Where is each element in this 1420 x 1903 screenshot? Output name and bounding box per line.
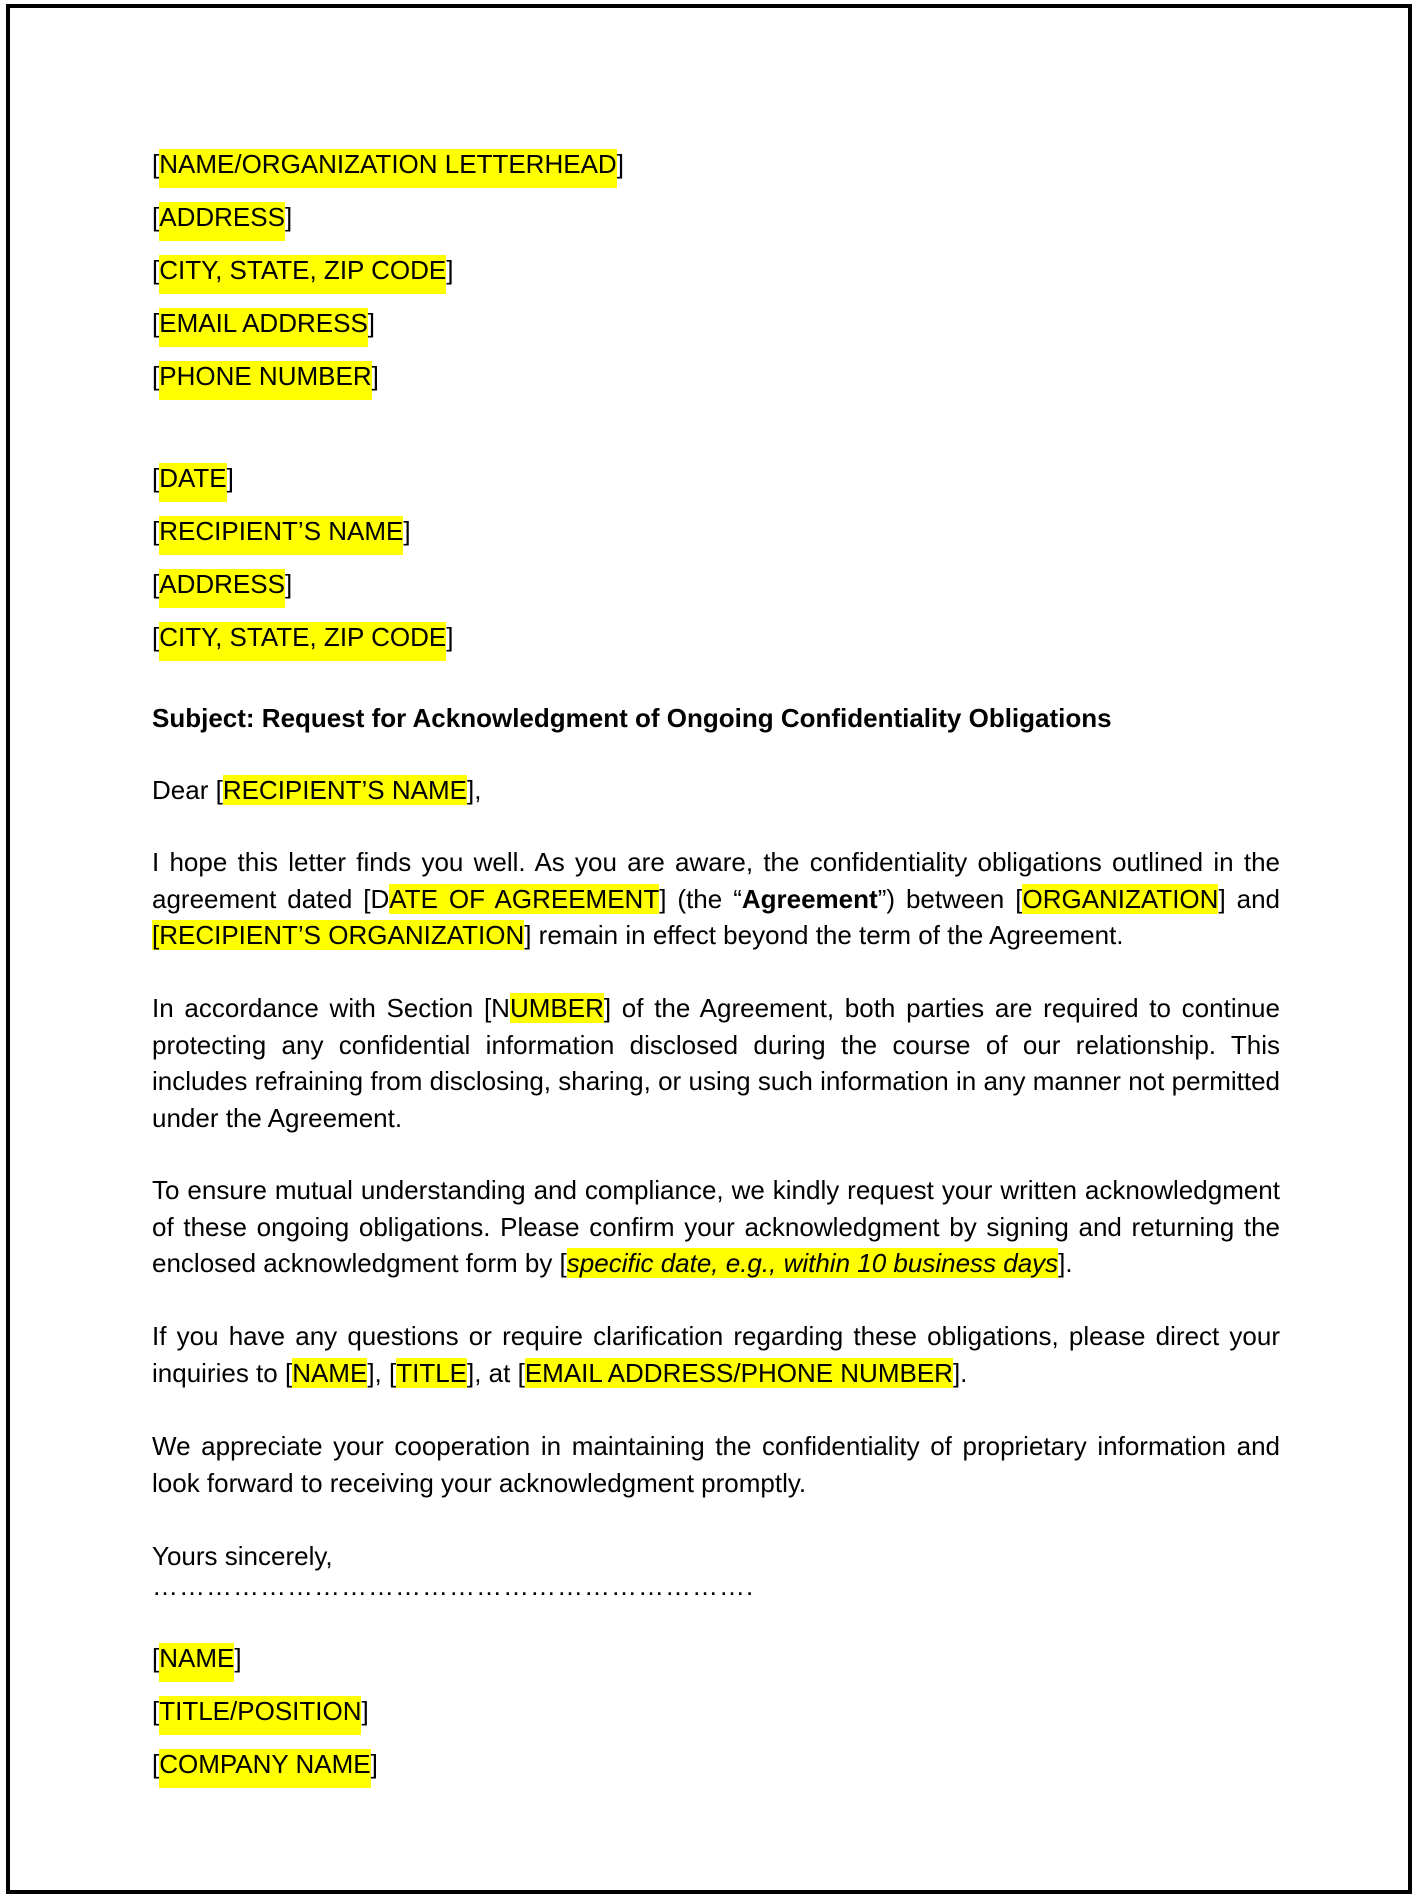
paragraph-4 bbox=[152, 1318, 1280, 1391]
paragraph-3 bbox=[152, 1172, 1280, 1282]
sender-block bbox=[152, 142, 624, 407]
placeholder-email: EMAIL ADDRESS bbox=[159, 308, 368, 347]
sender-email: [EMAIL ADDRESS] bbox=[152, 301, 624, 354]
placeholder-city: CITY, STATE, ZIP CODE bbox=[159, 255, 446, 294]
text: ]. bbox=[952, 1357, 968, 1388]
placeholder-letterhead: NAME/ORGANIZATION LETTERHEAD bbox=[159, 149, 616, 188]
placeholder-company-name: COMPANY NAME bbox=[159, 1749, 370, 1788]
recipient-city: [CITY, STATE, ZIP CODE] bbox=[152, 615, 453, 668]
signature-title: [TITLE/POSITION] bbox=[152, 1689, 378, 1742]
recipient-name: [RECIPIENT’S NAME] bbox=[152, 509, 453, 562]
placeholder-agreement-date: ATE OF AGREEMENT bbox=[389, 883, 660, 914]
text: I hope this letter finds you well. As you are aware, the confidentiality obligations outlined in the agreement dated [D bbox=[152, 847, 1280, 914]
placeholder-recipient-city: CITY, STATE, ZIP CODE bbox=[159, 622, 446, 661]
paragraph-1 bbox=[152, 844, 1280, 954]
placeholder-contact-info: EMAIL ADDRESS/PHONE NUMBER bbox=[524, 1357, 953, 1388]
text: ] and bbox=[1218, 883, 1281, 914]
text: ]. bbox=[1058, 1248, 1073, 1278]
sender-phone: [PHONE NUMBER] bbox=[152, 354, 624, 407]
paragraph-2 bbox=[152, 990, 1280, 1136]
recipient-address: [ADDRESS] bbox=[152, 562, 453, 615]
placeholder-contact-title: TITLE bbox=[396, 1357, 468, 1388]
placeholder-recipient-name: RECIPIENT’S NAME bbox=[159, 516, 403, 555]
sender-city: [CITY, STATE, ZIP CODE] bbox=[152, 248, 624, 301]
placeholder-salutation-name: RECIPIENT’S NAME bbox=[222, 775, 467, 805]
text: ], [ bbox=[367, 1357, 397, 1388]
text: ] remain in effect beyond the term of the Agreement. bbox=[524, 920, 1124, 950]
closing: Yours sincerely, bbox=[152, 1541, 333, 1571]
paragraph-5: We appreciate your cooperation in maintaining the confidentiality of proprietary information and look forward to receiving your acknowledgment promptly. bbox=[152, 1431, 1280, 1498]
salutation-suffix: ], bbox=[466, 775, 482, 805]
text: In accordance with Section [N bbox=[152, 993, 510, 1023]
placeholder-signature-title: TITLE/POSITION bbox=[159, 1696, 361, 1735]
recipient-block bbox=[152, 456, 453, 668]
placeholder-phone: PHONE NUMBER bbox=[159, 361, 371, 400]
sender-address: [ADDRESS] bbox=[152, 195, 624, 248]
text: To ensure mutual understanding and compliance, we kindly request your written acknowledgment of these ongoing obligations. Please confirm your acknowledgment by signing and returning the enclosed acknowledgment form by [ bbox=[152, 1175, 1280, 1278]
text: ] (the “ bbox=[659, 883, 742, 914]
sender-letterhead: [NAME/ORGANIZATION LETTERHEAD] bbox=[152, 142, 624, 195]
placeholder-organization: ORGANIZATION bbox=[1022, 883, 1219, 914]
letter-date: [DATE] bbox=[152, 456, 453, 509]
placeholder-contact-name: NAME bbox=[292, 1357, 368, 1388]
agreement-term: Agreement bbox=[741, 883, 878, 914]
placeholder-recipient-address: ADDRESS bbox=[159, 569, 285, 608]
text: If you have any questions or require clarification regarding these obligations, please direct your inquiries to [ bbox=[152, 1321, 1280, 1388]
placeholder-address: ADDRESS bbox=[159, 202, 285, 241]
text: ”) between [ bbox=[877, 883, 1023, 914]
text: ] of the Agreement, both parties are required to continue protecting any confidential information disclosed during the course of our relationship. This includes refraining from disclosing, sharing, or using such information in any manner not permitted under the Agreement. bbox=[152, 993, 1280, 1133]
signature-line: …………………………………………………………. bbox=[152, 1571, 755, 1601]
placeholder-deadline: specific date, e.g., within 10 business days bbox=[566, 1248, 1059, 1278]
subject-line: Subject: Request for Acknowledgment of Ongoing Confidentiality Obligations bbox=[152, 703, 1112, 733]
signature-company: [COMPANY NAME] bbox=[152, 1742, 378, 1795]
text: ], at [ bbox=[467, 1357, 525, 1388]
placeholder-signature-name: NAME bbox=[159, 1643, 234, 1682]
placeholder-date: DATE bbox=[159, 463, 226, 502]
placeholder-recipient-organization: [RECIPIENT’S ORGANIZATION bbox=[152, 920, 525, 950]
salutation-prefix: Dear [ bbox=[152, 775, 223, 805]
salutation bbox=[152, 772, 1280, 809]
placeholder-section-number: UMBER bbox=[509, 993, 604, 1023]
letter-page bbox=[6, 4, 1412, 1894]
signature-name: [NAME] bbox=[152, 1636, 378, 1689]
signature-block bbox=[152, 1636, 378, 1795]
